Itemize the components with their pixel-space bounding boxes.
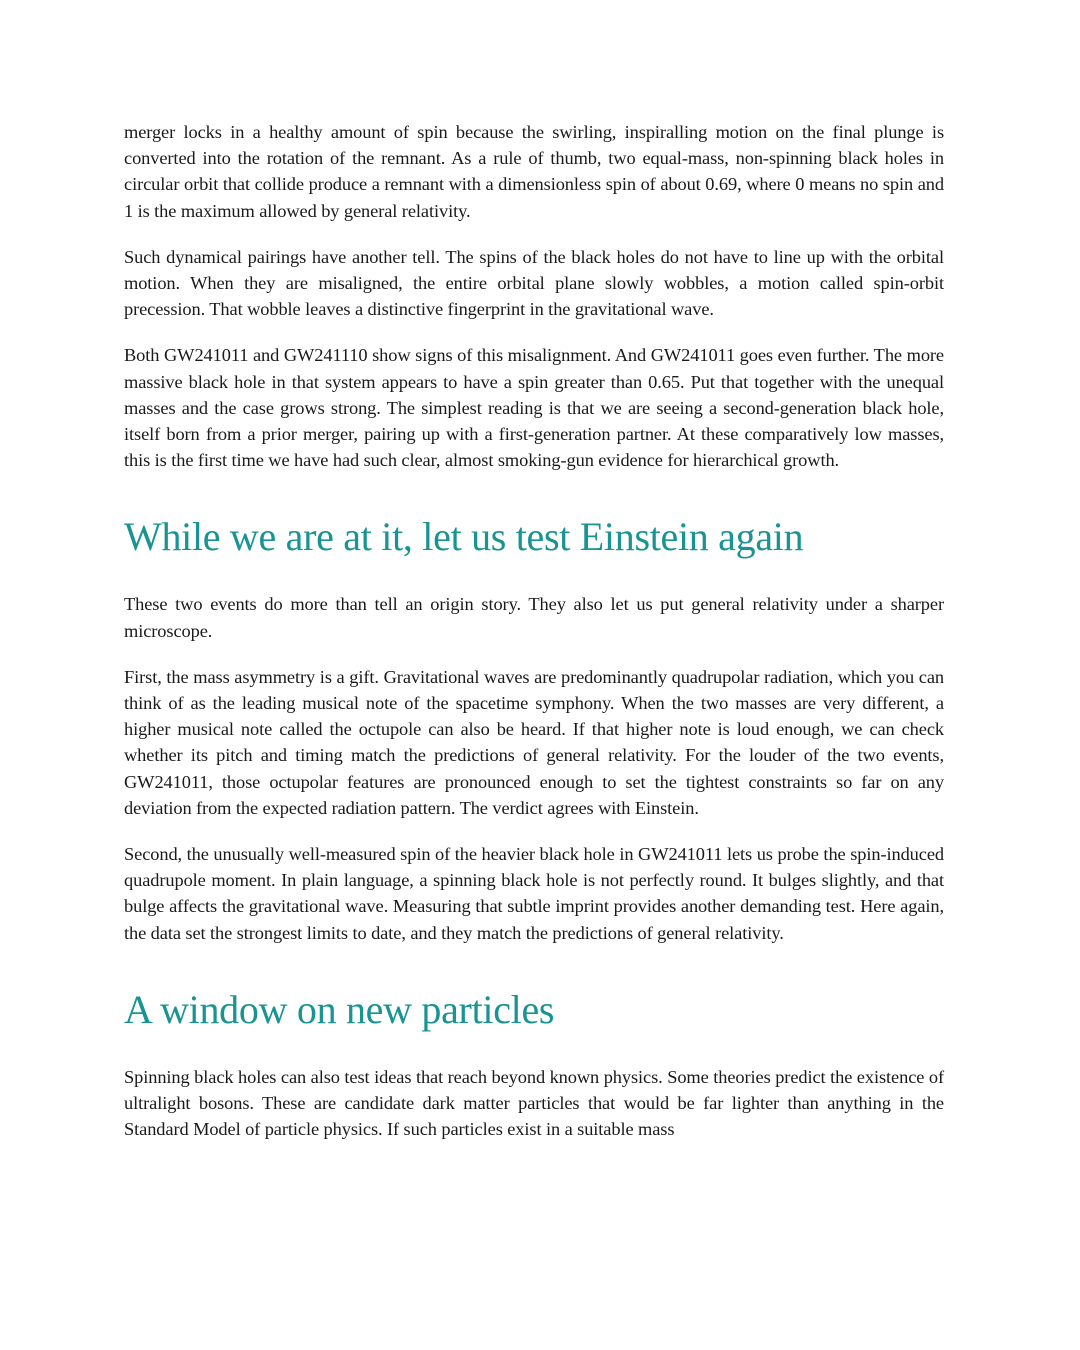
section-test-einstein — [124, 513, 944, 945]
paragraph: Spinning black holes can also test ideas that reach beyond known physics. Some theories predict the existence of ultralight bosons. These are candidate dark matter particles that would be far lighter than anything in the Standard Model of particle physics. If such particles exist in a suitable mass — [124, 1066, 944, 1140]
paragraph: merger locks in a healthy amount of spin because the swirling, inspiralling motion on the final plunge is converted into the rotation of the remnant. As a rule of thumb, two equal-mass, non-spinning black holes in circular orbit that collide produce a remnant with a dimensionless spin of about 0.69, where 0 means no spin and 1 is the maximum allowed by general relativity. — [124, 122, 944, 221]
paragraph: Both GW241011 and GW241110 show signs of this misalignment. And GW241011 goes even further. The more massive black hole in that system appears to have a spin greater than 0.65. Put that together with the unequal masses and the case grows strong. The simplest reading is that we are seeing a second-generation black hole, itself born from a prior merger, pairing up with a first-generation partner. At these comparatively low masses, this is the first time we have had such clear, almost smoking-gun evidence for hierarchical growth. — [124, 345, 944, 471]
section-heading: A window on new particles — [124, 986, 555, 1032]
section-heading: While we are at it, let us test Einstein again — [124, 514, 804, 560]
section-spin-origin — [124, 119, 944, 473]
paragraph: First, the mass asymmetry is a gift. Gravitational waves are predominantly quadrupolar radiation, which you can think of as the leading musical note of the spacetime symphony. When the two masses are very different, a higher musical note called the octupole can also be heard. If that higher note is loud enough, we can check whether its pitch and timing match the predictions of general relativity. For the louder of the two events, GW241011, those octupolar features are pronounced enough to set the tightest constraints so far on any deviation from the expected radiation pattern. The verdict agrees with Einstein. — [124, 666, 944, 818]
article-body — [124, 119, 944, 1162]
paragraph: These two events do more than tell an origin story. They also let us put general relativity under a sharper microscope. — [124, 594, 944, 641]
paragraph: Second, the unusually well-measured spin of the heavier black hole in GW241011 lets us probe the spin-induced quadrupole moment. In plain language, a spinning black hole is not perfectly round. It bulges slightly, and that bulge affects the gravitational wave. Measuring that subtle imprint provides another demanding test. Here again, the data set the strongest limits to date, and they match the predictions of general relativity. — [124, 844, 944, 943]
section-new-particles — [124, 986, 944, 1143]
paragraph: Such dynamical pairings have another tell. The spins of the black holes do not have to line up with the orbital motion. When they are misaligned, the entire orbital plane slowly wobbles, a motion called spin-orbit precession. That wobble leaves a distinctive fingerprint in the gravitational wave. — [124, 246, 944, 320]
